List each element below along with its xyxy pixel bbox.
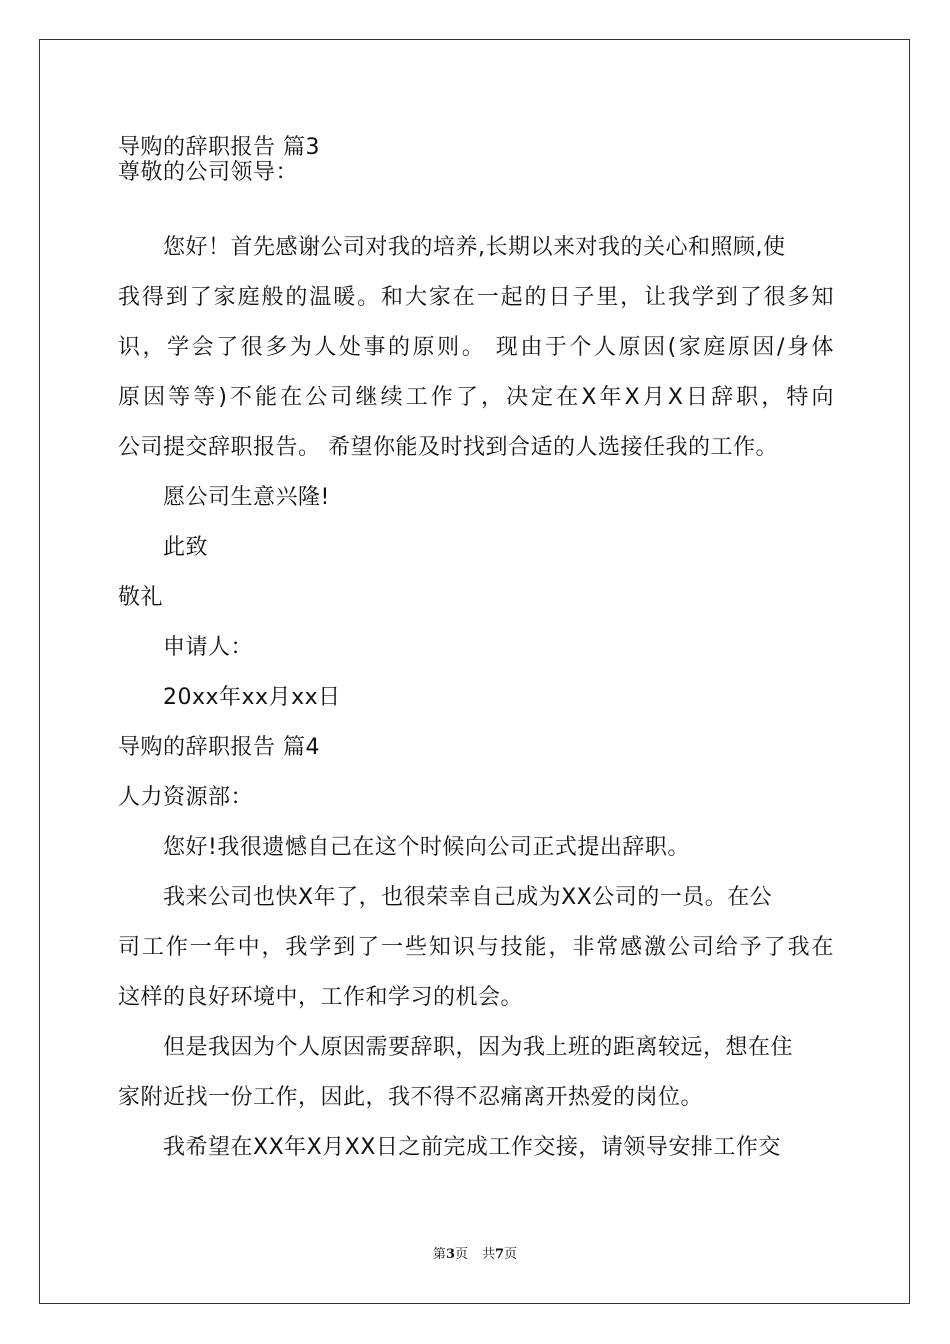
body-line: 原因等等)不能在公司继续工作了，决定在X年X月X日辞职，特向: [118, 385, 834, 410]
page-total: 7: [495, 1247, 505, 1262]
body-line: 但是我因为个人原因需要辞职，因为我上班的距离较远，想在住: [163, 1035, 794, 1060]
page-footer: [0, 1246, 950, 1264]
page-border: [39, 39, 910, 1304]
body-line: 这样的良好环境中，工作和学习的机会。: [118, 985, 524, 1010]
page-prefix: 第: [432, 1247, 446, 1262]
salutation-2: 人力资源部：: [118, 785, 254, 810]
closing-ci-zhi: 此致: [163, 535, 209, 560]
body-line: 您好！首先感谢公司对我的培养,长期以来对我的关心和照顾,使: [163, 235, 786, 260]
body-line: 识，学会了很多为人处事的原则。 现由于个人原因(家庭原因/身体: [118, 335, 834, 360]
closing-wish: 愿公司生意兴隆!: [163, 485, 330, 510]
page-unit: 页: [454, 1247, 468, 1262]
body-line: 我得到了家庭般的温暖。和大家在一起的日子里，让我学到了很多知: [118, 285, 834, 310]
total-prefix: 共: [482, 1247, 496, 1262]
body-line: 我希望在XX年X月XX日之前完成工作交接，请领导安排工作交: [163, 1135, 781, 1160]
body-line: 我来公司也快X年了，也很荣幸自己成为XX公司的一员。在公: [163, 885, 773, 910]
closing-jing-li: 敬礼: [118, 585, 164, 610]
page-current: 3: [445, 1247, 455, 1262]
body-line: 司工作一年中，我学到了一些知识与技能，非常感激公司给予了我在: [118, 935, 834, 960]
total-unit: 页: [504, 1247, 518, 1262]
salutation-1: 尊敬的公司领导：: [118, 160, 299, 185]
body-line: 公司提交辞职报告。 希望你能及时找到合适的人选接任我的工作。: [118, 435, 778, 460]
body-line: 家附近找一份工作，因此，我不得不忍痛离开热爱的岗位。: [118, 1085, 704, 1110]
section-title-3: 导购的辞职报告 篇3: [118, 135, 320, 160]
applicant-label: 申请人：: [163, 635, 254, 660]
date-line: 20xx年xx月xx日: [163, 685, 341, 710]
body-line: 您好!我很遗憾自己在这个时候向公司正式提出辞职。: [163, 835, 690, 860]
section-title-4: 导购的辞职报告 篇4: [118, 735, 320, 760]
